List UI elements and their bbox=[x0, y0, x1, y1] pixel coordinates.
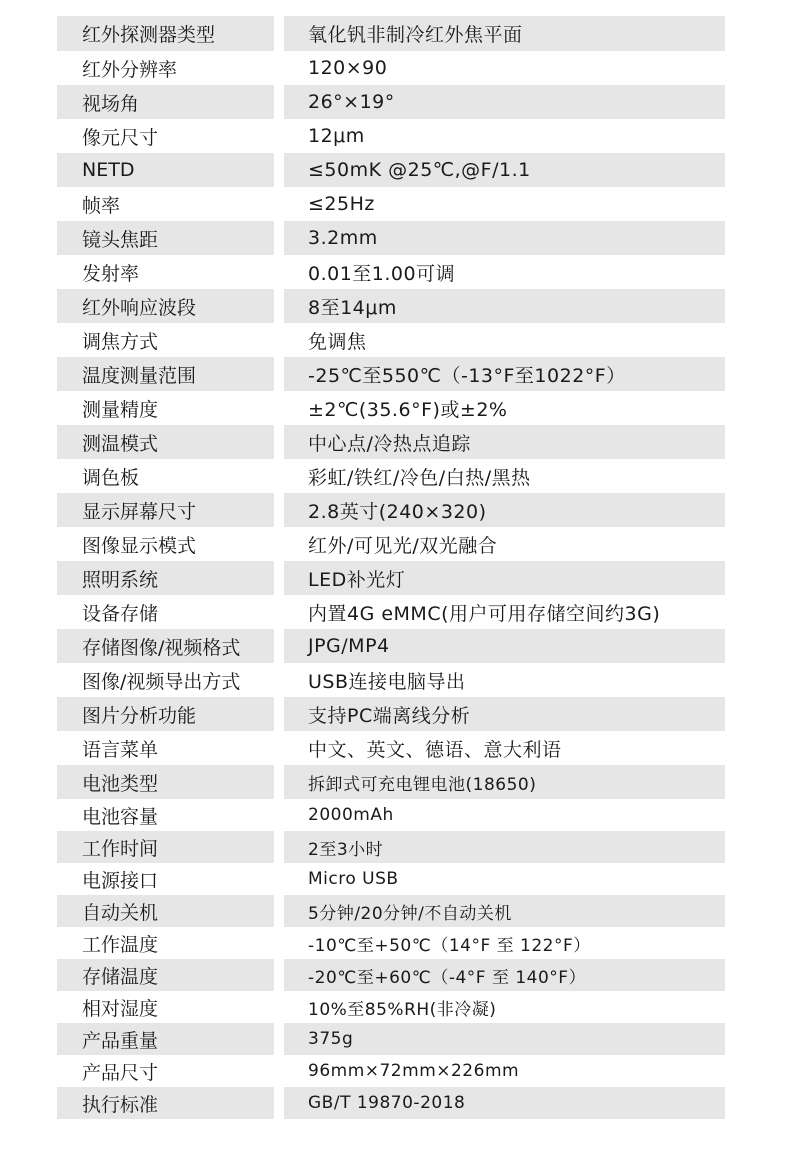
spec-row bbox=[0, 831, 725, 863]
spec-label: 执行标准 bbox=[57, 1087, 274, 1119]
spec-value: 中文、英文、德语、意大利语 bbox=[308, 738, 562, 761]
spec-row bbox=[0, 187, 725, 221]
spec-row bbox=[0, 459, 725, 493]
spec-value: 8至14μm bbox=[284, 289, 725, 323]
spec-value: -10℃至+50℃（14°F 至 122°F） bbox=[308, 935, 591, 956]
spec-label: 调色板 bbox=[82, 466, 140, 489]
spec-value: 26°×19° bbox=[284, 85, 725, 119]
spec-label: 电源接口 bbox=[82, 869, 159, 892]
spec-row bbox=[0, 85, 725, 119]
spec-row bbox=[0, 697, 725, 731]
spec-label: NETD bbox=[57, 153, 274, 187]
spec-value: ≤50mK @25℃,@F/1.1 bbox=[284, 153, 725, 187]
spec-value: Micro USB bbox=[308, 869, 399, 889]
spec-value: 中心点/冷热点追踪 bbox=[284, 425, 725, 459]
spec-row bbox=[0, 289, 725, 323]
spec-row bbox=[0, 16, 725, 51]
spec-label: 温度测量范围 bbox=[57, 357, 274, 391]
spec-row bbox=[0, 731, 725, 765]
spec-label: 存储图像/视频格式 bbox=[57, 629, 274, 663]
spec-label: 产品重量 bbox=[57, 1023, 274, 1055]
spec-row bbox=[0, 561, 725, 595]
spec-value: 彩虹/铁红/冷色/白热/黑热 bbox=[308, 466, 531, 489]
spec-label: 发射率 bbox=[82, 262, 140, 285]
spec-row bbox=[0, 153, 725, 187]
spec-row bbox=[0, 51, 725, 85]
spec-label: 红外分辨率 bbox=[82, 58, 178, 81]
spec-row bbox=[0, 629, 725, 663]
spec-label: 图片分析功能 bbox=[57, 697, 274, 731]
spec-row bbox=[0, 863, 725, 895]
spec-value: USB连接电脑导出 bbox=[308, 670, 466, 693]
spec-label: 电池类型 bbox=[57, 765, 274, 799]
spec-value: ≤25Hz bbox=[308, 193, 375, 215]
spec-label: 视场角 bbox=[57, 85, 274, 119]
spec-value: 免调焦 bbox=[308, 330, 367, 353]
spec-row bbox=[0, 1087, 725, 1119]
spec-row bbox=[0, 391, 725, 425]
spec-label: 工作时间 bbox=[57, 831, 274, 863]
spec-label: 产品尺寸 bbox=[82, 1061, 159, 1084]
spec-row bbox=[0, 255, 725, 289]
spec-value: 拆卸式可充电锂电池(18650) bbox=[284, 765, 725, 799]
spec-row bbox=[0, 323, 725, 357]
spec-label: 像元尺寸 bbox=[82, 126, 159, 149]
spec-value: 375g bbox=[284, 1023, 725, 1055]
spec-label: 自动关机 bbox=[57, 895, 274, 927]
spec-label: 调焦方式 bbox=[82, 330, 159, 353]
spec-value: 红外/可见光/双光融合 bbox=[308, 534, 498, 557]
spec-label: 镜头焦距 bbox=[57, 221, 274, 255]
spec-label: 照明系统 bbox=[57, 561, 274, 595]
spec-label: 存储温度 bbox=[57, 959, 274, 991]
spec-value: LED补光灯 bbox=[284, 561, 725, 595]
spec-value: 0.01至1.00可调 bbox=[308, 262, 456, 285]
spec-value: 2至3小时 bbox=[284, 831, 725, 863]
spec-label: 红外探测器类型 bbox=[57, 16, 274, 51]
spec-label: 语言菜单 bbox=[82, 738, 159, 761]
spec-value: GB/T 19870-2018 bbox=[284, 1087, 725, 1119]
spec-label: 红外响应波段 bbox=[57, 289, 274, 323]
spec-value: 10%至85%RH(非冷凝) bbox=[308, 999, 497, 1020]
spec-value: -25℃至550℃（-13°F至1022°F） bbox=[284, 357, 725, 391]
spec-value: 96mm×72mm×226mm bbox=[308, 1061, 520, 1081]
spec-row bbox=[0, 357, 725, 391]
spec-value: 2000mAh bbox=[308, 805, 394, 825]
spec-row bbox=[0, 119, 725, 153]
spec-label: 显示屏幕尺寸 bbox=[57, 493, 274, 527]
spec-label: 帧率 bbox=[82, 194, 121, 217]
spec-label: 图像/视频导出方式 bbox=[82, 670, 241, 693]
spec-row bbox=[0, 425, 725, 459]
spec-row bbox=[0, 991, 725, 1023]
spec-value: 支持PC端离线分析 bbox=[284, 697, 725, 731]
spec-row bbox=[0, 221, 725, 255]
spec-row bbox=[0, 1055, 725, 1087]
spec-value: 2.8英寸(240×320) bbox=[284, 493, 725, 527]
spec-value: 12μm bbox=[308, 125, 365, 147]
spec-value: 内置4G eMMC(用户可用存储空间约3G) bbox=[308, 602, 661, 625]
spec-label: 相对湿度 bbox=[82, 997, 159, 1020]
spec-label: 图像显示模式 bbox=[82, 534, 197, 557]
spec-value: 氧化钒非制冷红外焦平面 bbox=[284, 16, 725, 51]
spec-label: 设备存储 bbox=[82, 602, 159, 625]
spec-row bbox=[0, 595, 725, 629]
spec-row bbox=[0, 765, 725, 799]
spec-value: ±2℃(35.6°F)或±2% bbox=[308, 398, 508, 421]
spec-value: 3.2mm bbox=[284, 221, 725, 255]
spec-row bbox=[0, 959, 725, 991]
spec-row bbox=[0, 799, 725, 831]
spec-label: 电池容量 bbox=[82, 805, 159, 828]
spec-value: -20℃至+60℃（-4°F 至 140°F） bbox=[284, 959, 725, 991]
spec-row bbox=[0, 1023, 725, 1055]
spec-row bbox=[0, 663, 725, 697]
spec-label: 测温模式 bbox=[57, 425, 274, 459]
spec-value: 5分钟/20分钟/不自动关机 bbox=[284, 895, 725, 927]
spec-row bbox=[0, 493, 725, 527]
spec-value: JPG/MP4 bbox=[284, 629, 725, 663]
spec-label: 测量精度 bbox=[82, 398, 159, 421]
spec-value: 120×90 bbox=[308, 57, 388, 79]
spec-row bbox=[0, 527, 725, 561]
spec-row bbox=[0, 895, 725, 927]
spec-label: 工作温度 bbox=[82, 933, 159, 956]
spec-row bbox=[0, 927, 725, 959]
